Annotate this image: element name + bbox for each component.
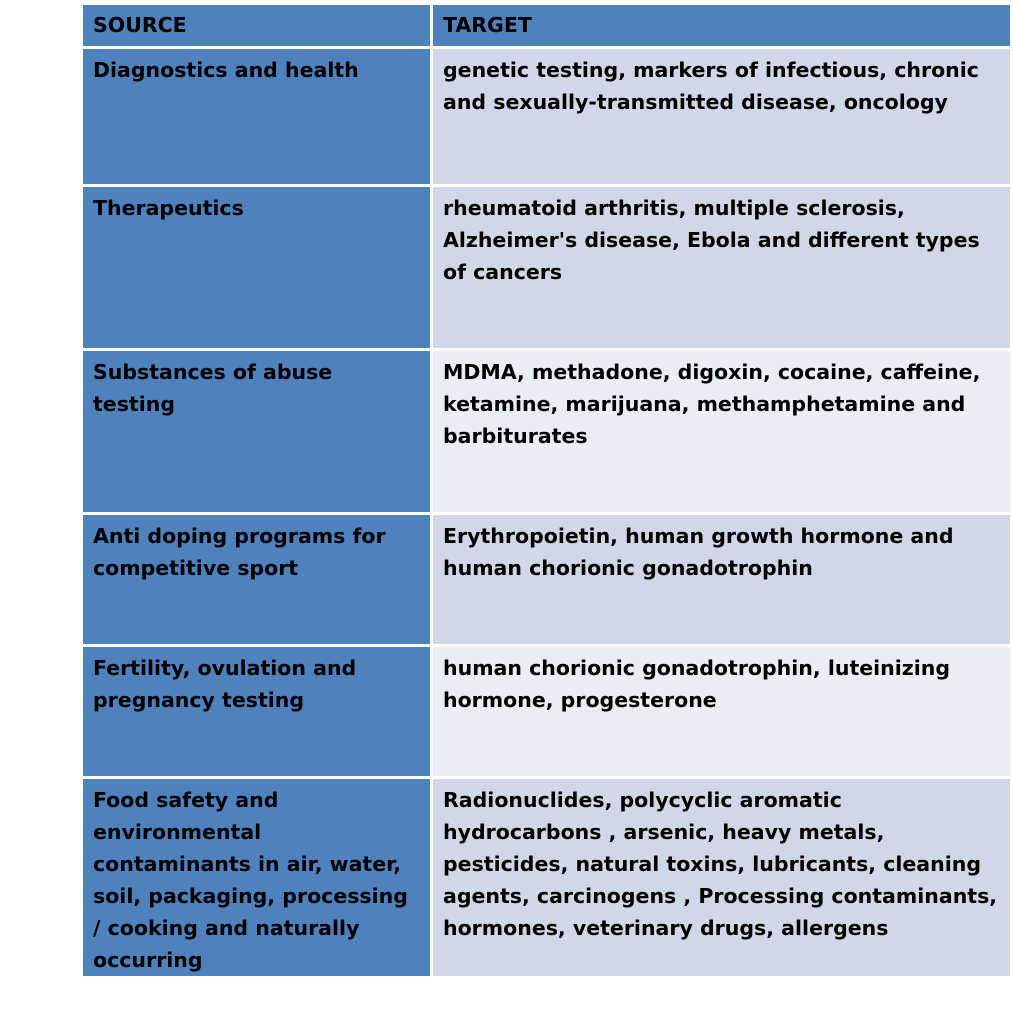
table-row bbox=[82, 646, 1012, 778]
source-cell: Therapeutics bbox=[82, 186, 432, 350]
target-cell: MDMA, methadone, digoxin, cocaine, caffeine, ketamine, marijuana, methamphetamine and barbiturates bbox=[432, 350, 1012, 514]
source-target-table bbox=[80, 2, 1012, 979]
header-target: TARGET bbox=[432, 4, 1012, 48]
source-cell: Fertility, ovulation and pregnancy testing bbox=[82, 646, 432, 778]
source-cell: Food safety and environmental contaminants in air, water, soil, packaging, processing / cooking and naturally occurring bbox=[82, 778, 432, 978]
target-cell: rheumatoid arthritis, multiple sclerosis, Alzheimer's disease, Ebola and different types of cancers bbox=[432, 186, 1012, 350]
table-row bbox=[82, 778, 1012, 978]
table-row bbox=[82, 186, 1012, 350]
table-row bbox=[82, 514, 1012, 646]
source-cell: Diagnostics and health bbox=[82, 48, 432, 186]
source-cell: Anti doping programs for competitive sport bbox=[82, 514, 432, 646]
source-cell: Substances of abuse testing bbox=[82, 350, 432, 514]
target-cell: Radionuclides, polycyclic aromatic hydrocarbons , arsenic, heavy metals, pesticides, natural toxins, lubricants, cleaning agents, carcinogens , Processing contaminants, hormones, veterinary drugs, allergens bbox=[432, 778, 1012, 978]
target-cell: human chorionic gonadotrophin, luteinizing hormone, progesterone bbox=[432, 646, 1012, 778]
header-source: SOURCE bbox=[82, 4, 432, 48]
table-row bbox=[82, 48, 1012, 186]
target-cell: Erythropoietin, human growth hormone and human chorionic gonadotrophin bbox=[432, 514, 1012, 646]
target-cell: genetic testing, markers of infectious, chronic and sexually-transmitted disease, oncology bbox=[432, 48, 1012, 186]
table-row bbox=[82, 350, 1012, 514]
table-header-row bbox=[82, 4, 1012, 48]
